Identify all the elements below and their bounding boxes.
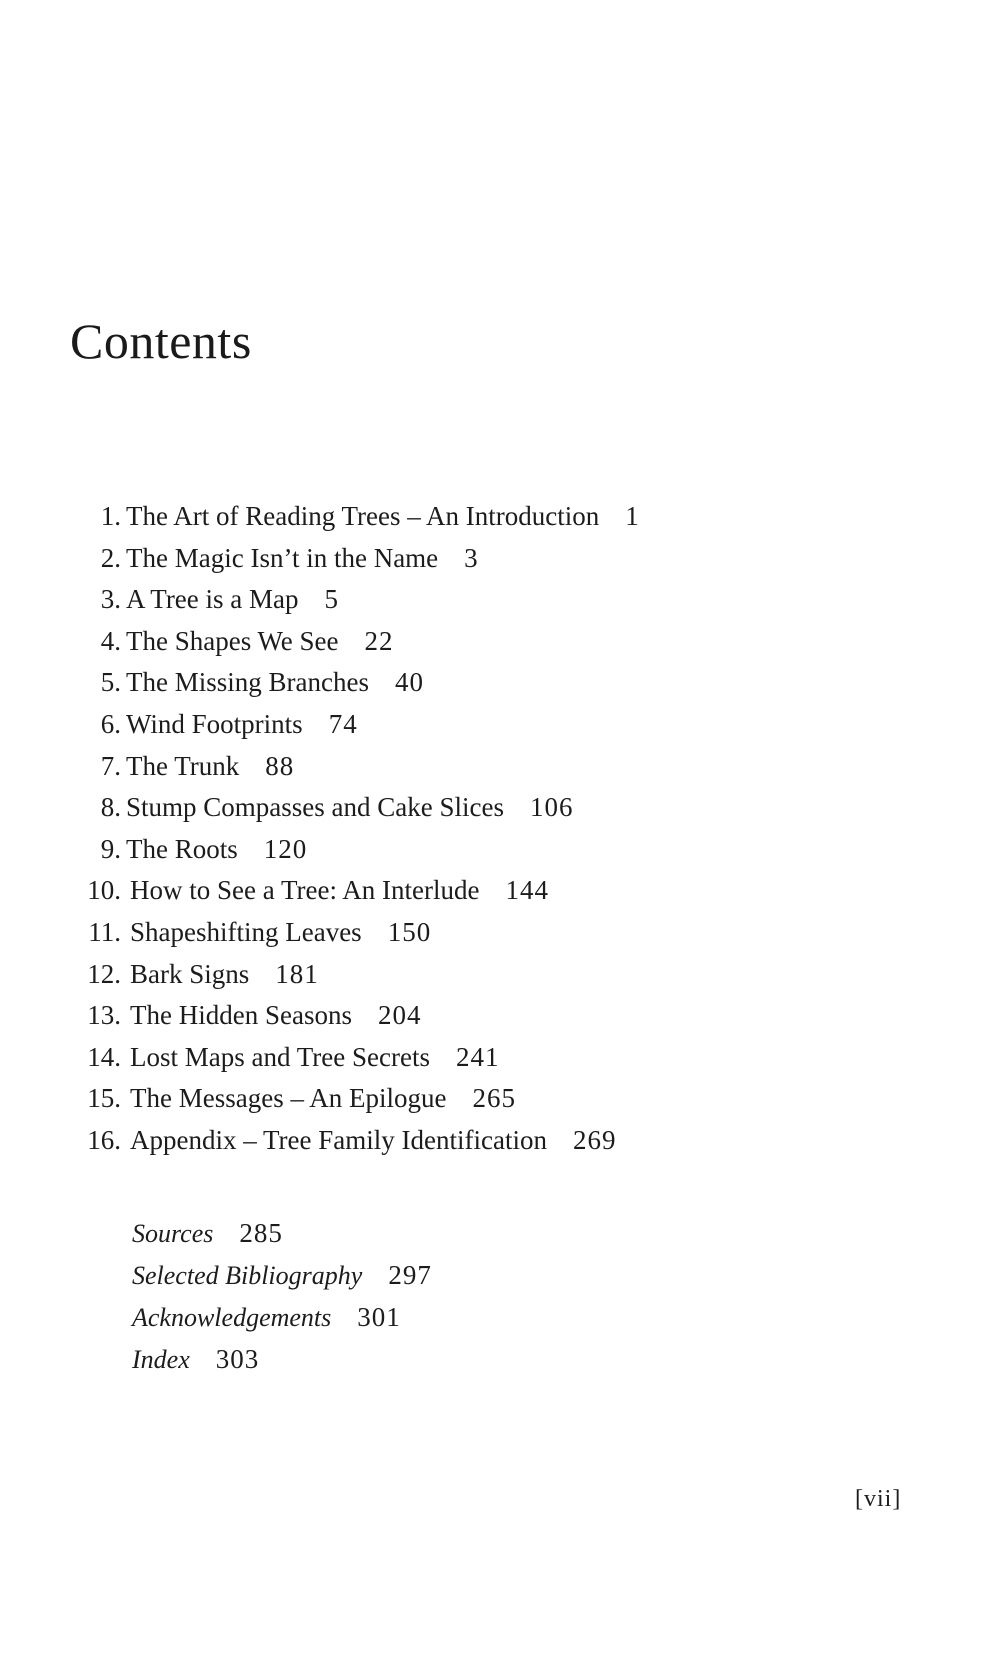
chapter-entry — [0, 787, 987, 829]
chapter-entry — [0, 995, 987, 1037]
chapter-page-number: 22 — [364, 625, 394, 656]
chapter-page-number: 144 — [505, 875, 549, 906]
back-matter-entry — [132, 1254, 432, 1296]
back-matter-page-number: 285 — [239, 1218, 283, 1248]
chapter-entry — [0, 621, 987, 663]
chapter-title: Lost Maps and Tree Secrets — [130, 1041, 430, 1072]
chapter-entry — [0, 1120, 987, 1162]
back-matter-page-number: 301 — [357, 1302, 401, 1332]
chapter-entry — [0, 1078, 987, 1120]
chapter-number: 15. — [87, 1083, 121, 1114]
chapter-entry — [0, 829, 987, 871]
back-matter-title: Selected Bibliography — [132, 1261, 363, 1290]
chapter-number: 3. — [100, 584, 121, 615]
chapter-number: 12. — [87, 958, 121, 989]
chapter-title: The Trunk — [126, 750, 240, 781]
chapter-page-number: 40 — [394, 667, 424, 698]
chapter-number: 2. — [100, 542, 121, 573]
chapter-page-number: 88 — [265, 750, 295, 781]
chapter-number: 16. — [87, 1124, 121, 1155]
page-title: Contents — [70, 313, 252, 369]
chapter-title: Appendix – Tree Family Identification — [130, 1124, 547, 1155]
chapter-page-number: 5 — [324, 584, 340, 615]
chapter-entry — [0, 746, 987, 788]
chapter-entry — [0, 538, 987, 580]
chapter-page-number: 241 — [455, 1041, 500, 1072]
chapter-page-number: 1 — [625, 501, 640, 531]
chapter-entry — [0, 496, 987, 538]
chapter-number: 9. — [100, 833, 121, 864]
chapter-number: 14. — [87, 1041, 121, 1072]
chapter-title: The Hidden Seasons — [130, 1000, 352, 1031]
chapter-entry — [0, 1037, 987, 1079]
chapter-page-number: 265 — [472, 1083, 516, 1114]
chapter-number: 7. — [100, 750, 121, 781]
back-matter-entry — [132, 1212, 432, 1254]
chapter-number: 5. — [100, 667, 121, 698]
chapter-number: 10. — [87, 875, 121, 906]
back-matter-entry — [132, 1296, 432, 1338]
chapter-page-number: 269 — [572, 1124, 617, 1155]
back-matter-list — [132, 1212, 432, 1380]
back-matter-entry — [132, 1338, 432, 1380]
chapter-page-number: 120 — [263, 833, 308, 864]
chapter-list — [0, 496, 987, 1162]
chapter-title: Wind Footprints — [126, 708, 303, 739]
chapter-number: 8. — [100, 792, 121, 823]
chapter-title: The Shapes We See — [126, 625, 339, 656]
chapter-page-number: 204 — [377, 1000, 422, 1031]
chapter-title: The Magic Isn’t in the Name — [126, 542, 439, 573]
chapter-entry — [0, 579, 987, 621]
chapter-number: 1. — [100, 501, 121, 531]
chapter-title: Shapeshifting Leaves — [130, 916, 362, 947]
chapter-page-number: 3 — [464, 542, 479, 573]
chapter-page-number: 150 — [387, 916, 432, 947]
chapter-title: The Messages – An Epilogue — [130, 1083, 447, 1114]
chapter-title: The Art of Reading Trees – An Introduction — [126, 501, 600, 531]
chapter-entry — [0, 912, 987, 954]
back-matter-page-number: 303 — [215, 1344, 260, 1374]
folio-page-number: [vii] — [855, 1486, 902, 1512]
chapter-title: The Roots — [126, 833, 238, 864]
back-matter-title: Index — [132, 1345, 190, 1374]
chapter-entry — [0, 662, 987, 704]
chapter-title: Bark Signs — [130, 958, 250, 989]
chapter-title: A Tree is a Map — [126, 584, 299, 615]
chapter-page-number: 74 — [328, 708, 358, 739]
chapter-entry — [0, 954, 987, 996]
chapter-number: 6. — [100, 708, 121, 739]
chapter-title: Stump Compasses and Cake Slices — [126, 792, 504, 823]
chapter-page-number: 181 — [275, 958, 319, 989]
back-matter-page-number: 297 — [388, 1260, 432, 1290]
chapter-entry — [0, 704, 987, 746]
chapter-number: 4. — [100, 625, 121, 656]
chapter-title: How to See a Tree: An Interlude — [130, 875, 480, 906]
back-matter-title: Sources — [132, 1219, 214, 1248]
chapter-number: 13. — [87, 1000, 121, 1031]
chapter-title: The Missing Branches — [126, 667, 369, 698]
chapter-number: 11. — [88, 916, 121, 947]
chapter-page-number: 106 — [529, 792, 574, 823]
chapter-entry — [0, 870, 987, 912]
back-matter-title: Acknowledgements — [132, 1303, 332, 1332]
